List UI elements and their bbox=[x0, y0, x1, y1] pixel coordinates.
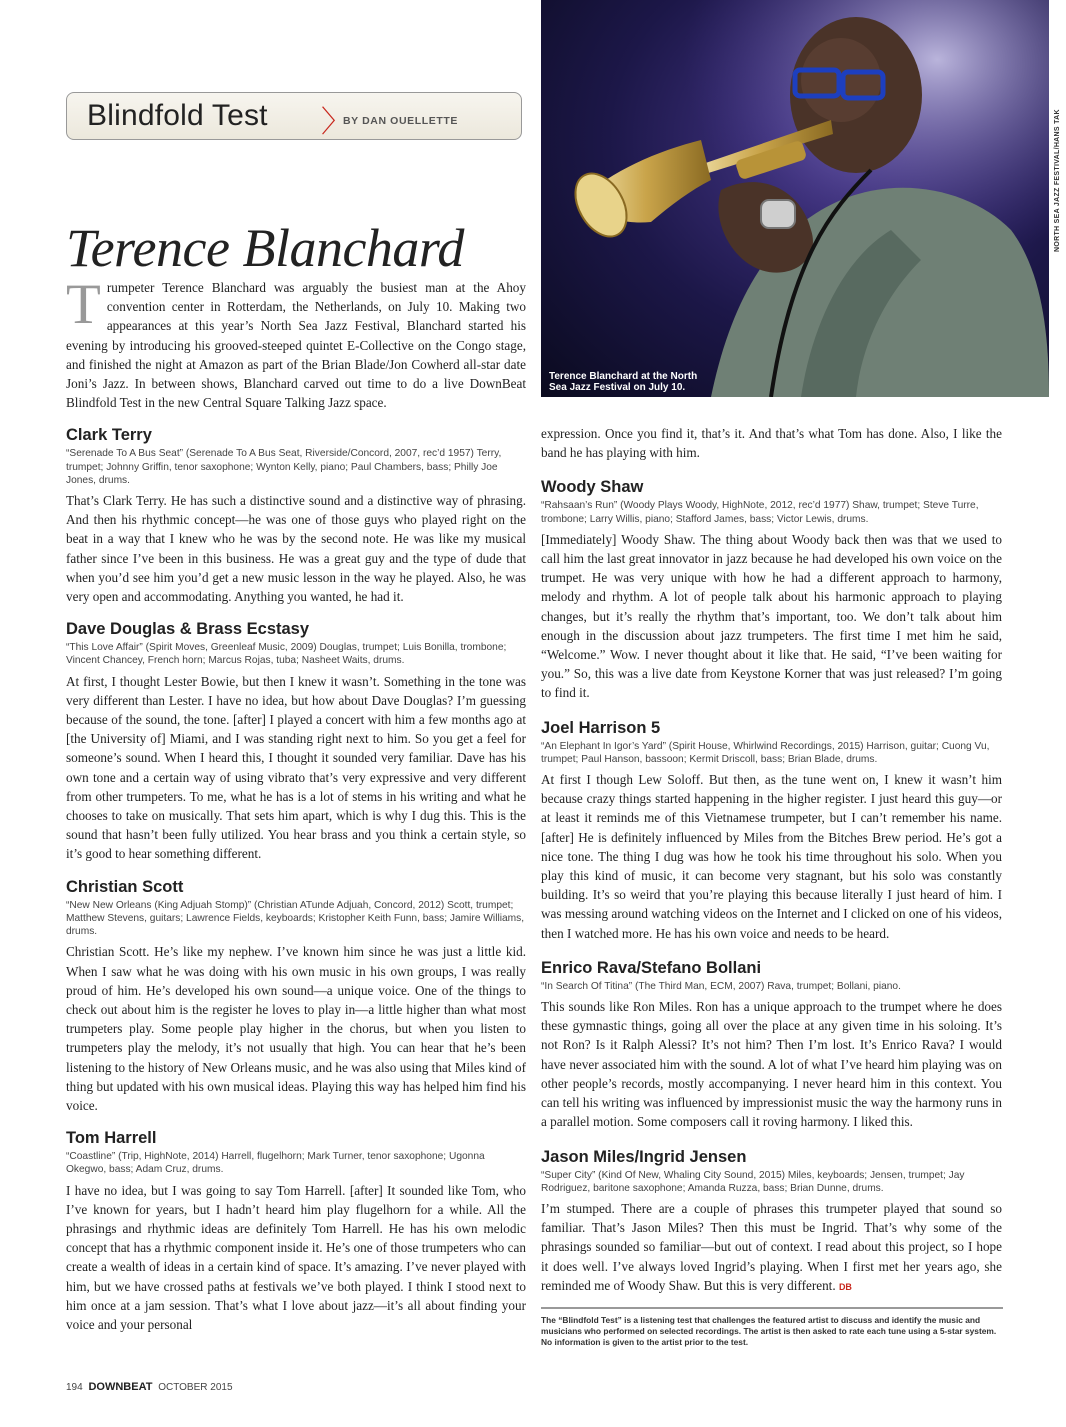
review-text: I’m stumped. There are a couple of phrases this trumpeter played that sound so familiar. That’s Jason Miles? Then this must be Ingrid. That’s why some of the phrasings sounded so familiar—but out of context. I read about this project, so I hope it does well. I’ve always loved Ingrid’s playing. When I first met her years ago, she reminded me of Woody Shaw. But this is very different. bbox=[541, 1200, 1002, 1293]
tune-credits: “Coastline” (Trip, HighNote, 2014) Harrell, flugelhorn; Mark Turner, tenor saxophone; Ugonna Okegwo, bass; Adam Cruz, drums. bbox=[66, 1151, 485, 1176]
artist-heading: Dave Douglas & Brass Ecstasy bbox=[66, 620, 310, 639]
review-text-last bbox=[541, 1199, 1002, 1297]
review-text: At first I though Lew Soloff. But then, as the tune went on, I knew it wasn’t him because crazy things started happening in the higher register. I just heard this guy—or at least it reminds me of this Vietnamese trumpeter, but I can’t remember his name. [after] He is definitely influenced by Miles from the Bitches Brew period. He’s got a nice tone. The thing I dug was how he took his time throughout his solo. When you play this kind of music, it can become very stagnant, but his solo was constantly building. It’s so weird that you’re playing this because literally I just heard of him. I was messing around watching videos on the Internet and I clicked on one of his videos, then I watched more. He has his own voice and needs to be heard. bbox=[541, 772, 1002, 941]
tune-credits: “This Love Affair” (Spirit Moves, Greenleaf Music, 2009) Douglas, trumpet; Luis Bonilla, trombone; Vincent Chancey, French horn; Marcus Rojas, tuba; Nasheet Waits, drums. bbox=[66, 642, 507, 667]
review-entry bbox=[66, 1128, 526, 1334]
tune-credits: “Rahsaan’s Run” (Woody Plays Woody, HighNote, 2012, rec’d 1977) Shaw, trumpet; Steve Turre, trombone; Larry Willis, piano; Stafford James, bass; Victor Lewis, drums. bbox=[541, 500, 979, 525]
review-entry bbox=[66, 425, 526, 606]
review-entry bbox=[66, 877, 526, 1115]
review-text: [Immediately] Woody Shaw. The thing about Woody back then was that we used to call him the last great innovator in jazz because he had developed his own voice on the trumpet. He was very unique with how he had a different approach to harmony, melody and rhythm. A lot of people talk about his harmonic approach to playing changes, but it’s really the rhythm that’s important, too. We don’t talk about him enough in the discussion about jazz trumpeters. The first time I met him he said, “Welcome.” Wow. I never thought about it like that. He said, “I’ve been waiting for you.” So, this was a live date from Keystone Korner that was just released? I’m going to find it. bbox=[541, 531, 1002, 701]
review-text: That’s Clark Terry. He has such a distinctive sound and a distinctive way of phrasing. And then his rhythmic concept—he was one of those guys who played right on the beat in a way that I knew who he was by the second note. He was like my musical father since I’ve been in this business. He was a great guy and the type of dude that when you’d see him you’d get a new music lesson in the way he played. Also, he was very open and accommodating. Anything you wanted, he had it. bbox=[66, 493, 526, 605]
tune-credits: “Serenade To A Bus Seat” (Serenade To A Bus Seat, Riverside/Concord, 2007, rec’d 1957) Terry, trumpet; Johnny Griffin, tenor saxophone; Wynton Kelly, piano; Paul Chambers, bass; Philly Joe Jones, drums. bbox=[66, 448, 502, 486]
page-folio bbox=[66, 1381, 233, 1393]
review-entry bbox=[541, 958, 1002, 1132]
artist-heading: Joel Harrison 5 bbox=[541, 718, 661, 737]
magazine-name: DOWNBEAT bbox=[88, 1381, 153, 1393]
review-entry bbox=[541, 477, 1002, 702]
drop-cap: T bbox=[66, 273, 101, 336]
trumpeter-illustration-icon bbox=[541, 0, 1049, 397]
review-text: Christian Scott. He’s like my nephew. I’ve known him since he was just a little kid. When I saw what he was doing with his own music in his own groups, I was really proud of him. He’s developed his own sound—a unique voice. One of the things to check out about him is the register he loves to play in—a little higher than what most trumpeters play. Some people play higher in the chorus, but when you listen to trumpeters play the melody, it’s not usually that high. You can hear that he’s been listening to the history of New Orleans music, and he was also using that Miles kind of thing but updated with his own musical ideas. Playing this way has helped him find his voice. bbox=[66, 944, 526, 1113]
right-column bbox=[541, 424, 1002, 1297]
tune-credits: “Super City” (Kind Of New, Whaling City Sound, 2015) Miles, keyboards; Jensen, trumpet; Jay Rodriguez, baritone saxophone; Amanda Ruzza, bass; Brian Dunne, drums. bbox=[541, 1169, 965, 1194]
photo-credit: NORTH SEA JAZZ FESTIVAL/HANS TAK bbox=[1054, 109, 1061, 252]
intro-text: rumpeter Terence Blanchard was arguably the busiest man at the Ahoy convention center in Rotterdam, the Netherlands, on July 10. Making two appearances at this year’s North Sea Jazz Festival, Blanchard started his evening by introducing his grooved-steeped quintet E-Collective on the Congo stage, and finished the night at Amazon as part of the Brian Blade/Jon Cowherd all-star date Joni’s Jazz. In between shows, Blanchard carved out time to do a live DownBeat Blindfold Test in the new Central Square Talking Jazz space. bbox=[66, 280, 526, 411]
artist-heading: Christian Scott bbox=[66, 877, 184, 896]
review-text: I have no idea, but I was going to say Tom Harrell. [after] It sounded like Tom, who I’ve known for years, but I hadn’t heard him play flugelhorn for a while. All the phrasings and rhythmic ideas are definitely Tom Harrell. He has his own melodic concept that has a rhythmic component inside it. He’s one of those trumpeters who can create a wealth of ideas in a certain kind of space. It’s amazing. I’ve never played with him, but we have crossed paths at festivals we’ve both played. I think I stood next to him once at a jam session. That’s what I love about jazz—it’s all about finding your voice and your personal bbox=[66, 1182, 526, 1332]
left-column bbox=[66, 273, 526, 1334]
review-text: At first, I thought Lester Bowie, but then I knew it wasn’t. Something in the tone was very different than Lester. I have no idea, but how about Dave Douglas? I’m guessing because of the sound, the tone. [after] I played a concert with him a few months ago at [the University of] Miami, and I was standing right next to him. So you get a feel for someone’s sound. When I heard this, I thought it sounded very familiar. Dave has his own tone and a certain way of using vibrato that’s very expressive and very different from other trumpeters. To me, what he has is a lot of stems in his writing and what he chooses to take on musically. That sets him apart, which is why I dug this. This is the sound that hasn’t been fully utilized. You hear brass and you think a certain style, so it’s good to hear something different. bbox=[66, 673, 526, 862]
issue-date: OCTOBER 2015 bbox=[158, 1382, 233, 1393]
review-text: This sounds like Ron Miles. Ron has a unique approach to the trumpet where he does these gymnastic things, going all over the place at any given time in his soloing. It’s not Ron? Is it Ralph Alessi? It’s not him? Then I’m lost. It’s Enrico Rava? I would have never associated him with the sound. A lot of what I’ve heard him playing was on other people’s records, mostly accompanying. I never heard him in this context. You can tell his writing was influenced by impressionist music the way the harmony runs in a parallel motion. Some composers call it roving harmony. I liked this. bbox=[541, 999, 1002, 1130]
chevron-right-icon: 〉 bbox=[321, 106, 351, 139]
end-mark: DB bbox=[838, 1281, 852, 1292]
section-header bbox=[66, 92, 522, 140]
footnote: The “Blindfold Test” is a listening test that challenges the featured artist to discuss and identify the music and musicians who performed on selected recordings. The artist is then asked to rate each tune using a 5-star system. No information is given to the artist prior to the test. bbox=[541, 1307, 1003, 1348]
review-entry bbox=[541, 1147, 1002, 1297]
artist-heading: Enrico Rava/Stefano Bollani bbox=[541, 958, 762, 977]
artist-heading: Woody Shaw bbox=[541, 478, 644, 497]
tune-credits: “In Search Of Titina” (The Third Man, ECM, 2007) Rava, trumpet; Bollani, piano. bbox=[541, 980, 901, 992]
byline: BY DAN OUELLETTE bbox=[343, 115, 458, 127]
continuation-text: expression. Once you find it, that’s it. And that’s what Tom has done. Also, I like the band he has playing with him. bbox=[541, 426, 1002, 461]
intro-paragraph bbox=[66, 273, 526, 412]
artist-heading: Tom Harrell bbox=[66, 1129, 157, 1148]
artist-heading: Jason Miles/Ingrid Jensen bbox=[541, 1147, 747, 1166]
photo-caption: Terence Blanchard at the North Sea Jazz Festival on July 10. bbox=[549, 371, 698, 393]
artist-heading: Clark Terry bbox=[66, 426, 152, 445]
review-entry bbox=[66, 619, 526, 863]
article-title: Terence Blanchard bbox=[66, 218, 464, 278]
section-title: Blindfold Test bbox=[87, 99, 268, 132]
review-entry bbox=[541, 718, 1002, 943]
page-number: 194 bbox=[66, 1382, 83, 1393]
trumpet-photo bbox=[541, 0, 1049, 397]
tune-credits: “An Elephant In Igor’s Yard” (Spirit House, Whirlwind Recordings, 2015) Harrison, guitar; Cuong Vu, trumpet; Paul Hanson, bassoon; Kermit Driscoll, bass; Brian Blade, drums. bbox=[541, 740, 990, 765]
tune-credits: “New New Orleans (King Adjuah Stomp)” (Christian ATunde Adjuah, Concord, 2012) Scott, trumpet; Matthew Stevens, guitars; Lawrence Fields, keyboards; Kristopher Keith Funn, bass; Jamire Williams, drums. bbox=[66, 899, 525, 938]
